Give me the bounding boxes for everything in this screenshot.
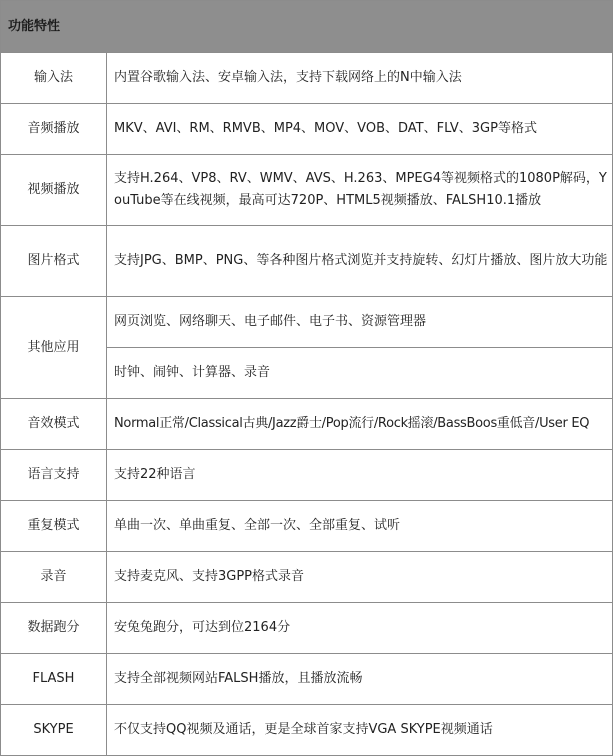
row-value-recording: 支持麦克风、支持3GPP格式录音 bbox=[107, 552, 613, 603]
row-label-recording: 录音 bbox=[1, 552, 107, 603]
row-value-benchmark: 安兔兔跑分，可达到位2164分 bbox=[107, 603, 613, 654]
table-row bbox=[1, 297, 613, 348]
row-value-skype: 不仅支持QQ视频及通话，更是全球首家支持VGA SKYPE视频通话 bbox=[107, 705, 613, 756]
table-row bbox=[1, 399, 613, 450]
row-value-input-method: 内置谷歌输入法、安卓输入法，支持下载网络上的N中输入法 bbox=[107, 53, 613, 104]
row-value-sound-mode: Normal正常/Classical古典/Jazz爵士/Pop流行/Rock摇滚/BassBoos重低音/User EQ bbox=[107, 399, 613, 450]
table-row bbox=[1, 552, 613, 603]
row-label-input-method: 输入法 bbox=[1, 53, 107, 104]
table-row bbox=[1, 226, 613, 297]
table-row bbox=[1, 155, 613, 226]
row-value-other-apps-1: 网页浏览、网络聊天、电子邮件、电子书、资源管理器 bbox=[107, 297, 613, 348]
row-value-flash: 支持全部视频网站FALSH播放，且播放流畅 bbox=[107, 654, 613, 705]
row-label-languages: 语言支持 bbox=[1, 450, 107, 501]
table-row bbox=[1, 705, 613, 756]
row-value-image-formats: 支持JPG、BMP、PNG、等各种图片格式浏览并支持旋转、幻灯片播放、图片放大功能 bbox=[107, 226, 613, 297]
table-row bbox=[1, 104, 613, 155]
row-label-repeat-mode: 重复模式 bbox=[1, 501, 107, 552]
row-label-skype: SKYPE bbox=[1, 705, 107, 756]
row-value-languages: 支持22种语言 bbox=[107, 450, 613, 501]
table-row bbox=[1, 501, 613, 552]
table-title: 功能特性 bbox=[1, 1, 613, 53]
table-header-row bbox=[1, 1, 613, 53]
row-label-image-formats: 图片格式 bbox=[1, 226, 107, 297]
row-value-repeat-mode: 单曲一次、单曲重复、全部一次、全部重复、试听 bbox=[107, 501, 613, 552]
row-label-sound-mode: 音效模式 bbox=[1, 399, 107, 450]
table-row bbox=[1, 53, 613, 104]
table-row bbox=[1, 450, 613, 501]
row-value-video-playback: 支持H.264、VP8、RV、WMV、AVS、H.263、MPEG4等视频格式的1080P解码，YouTube等在线视频，最高可达720P、HTML5视频播放、FALSH10.1播放 bbox=[107, 155, 613, 226]
row-value-other-apps-2: 时钟、闹钟、计算器、录音 bbox=[107, 348, 613, 399]
table-row bbox=[1, 603, 613, 654]
row-label-benchmark: 数据跑分 bbox=[1, 603, 107, 654]
row-label-flash: FLASH bbox=[1, 654, 107, 705]
row-label-video-playback: 视频播放 bbox=[1, 155, 107, 226]
row-label-audio-playback: 音频播放 bbox=[1, 104, 107, 155]
row-value-audio-playback: MKV、AVI、RM、RMVB、MP4、MOV、VOB、DAT、FLV、3GP等格式 bbox=[107, 104, 613, 155]
table-row bbox=[1, 654, 613, 705]
row-label-other-apps: 其他应用 bbox=[1, 297, 107, 399]
